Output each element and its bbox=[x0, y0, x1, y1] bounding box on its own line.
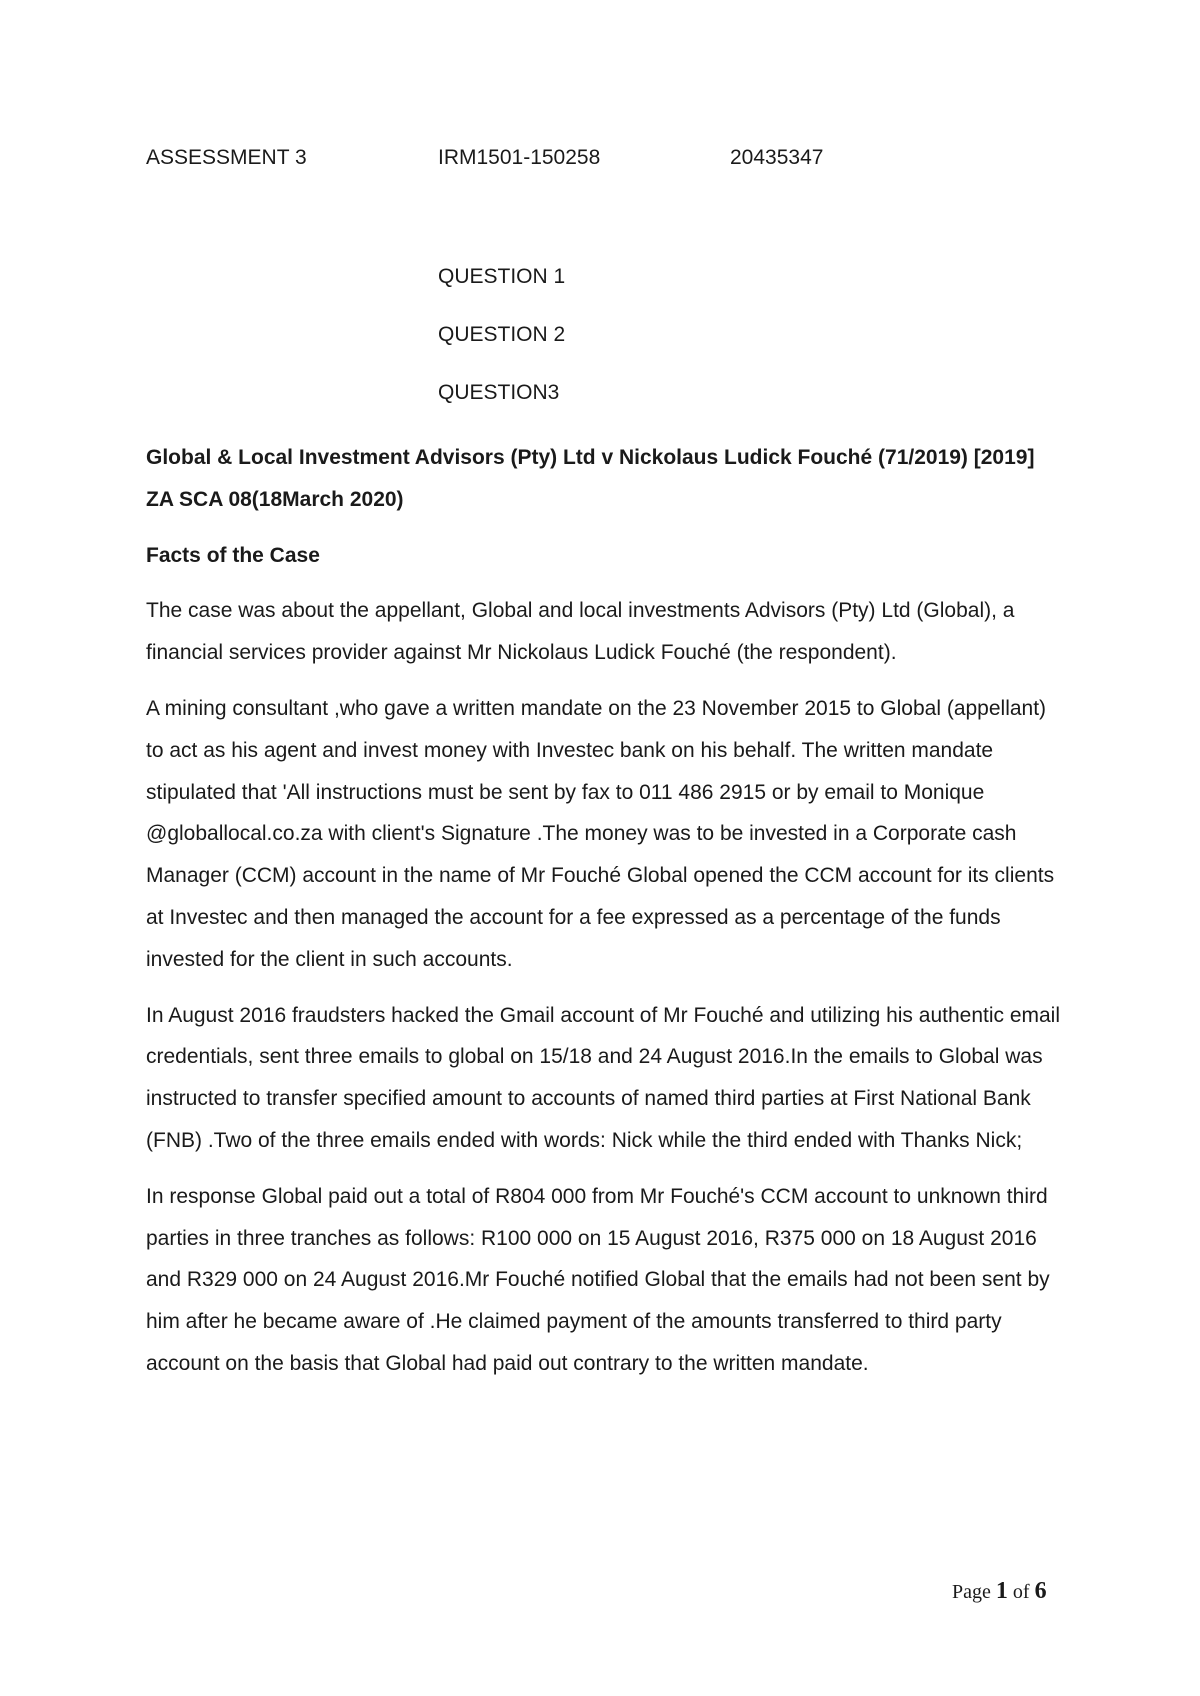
paragraph: The case was about the appellant, Global and local investments Advisors (Pty) Ltd (Global), a financial services provider against Mr Nickolaus Ludick Fouché (the respondent). bbox=[146, 599, 1015, 665]
question-item: QUESTION3 bbox=[438, 381, 560, 404]
assessment-label: ASSESSMENT 3 bbox=[146, 146, 307, 169]
section-heading: Facts of the Case bbox=[146, 543, 320, 567]
current-page-number: 1 bbox=[995, 1578, 1008, 1604]
case-title: Global & Local Investment Advisors (Pty) Ltd v Nickolaus Ludick Fouché (71/2019) [2019] ZA SCA 08(18March 2020) bbox=[146, 446, 1035, 511]
page-number-footer bbox=[952, 1578, 1047, 1605]
document-body bbox=[146, 437, 1066, 1385]
module-code: IRM1501-150258 bbox=[438, 146, 601, 169]
page-word: Page bbox=[952, 1581, 991, 1603]
paragraph: A mining consultant ,who gave a written mandate on the 23 November 2015 to Global (appellant) to act as his agent and invest money with Investec bank on his behalf. The written mandate stipulated that 'All instructions must be sent by fax to 011 486 2915 or by email to Monique @globallocal.co.za with client's Signature .The money was to be invested in a Corporate cash Manager (CCM) account in the name of Mr Fouché Global opened the CCM account for its clients at Investec and then managed the account for a fee expressed as a percentage of the funds invested for the client in such accounts. bbox=[146, 696, 1055, 971]
paragraph: In August 2016 fraudsters hacked the Gmail account of Mr Fouché and utilizing his authentic email credentials, sent three emails to global on 15/18 and 24 August 2016.In the emails to Global was instructed to transfer specified amount to accounts of named third parties at First National Bank (FNB) .Two of the three emails ended with words: Nick while the third ended with Thanks Nick; bbox=[146, 1003, 1061, 1152]
question-list bbox=[438, 262, 565, 436]
question-item: QUESTION 2 bbox=[438, 323, 566, 346]
of-word: of bbox=[1012, 1581, 1030, 1603]
total-pages-number: 6 bbox=[1034, 1578, 1047, 1604]
paragraph: In response Global paid out a total of R804 000 from Mr Fouché's CCM account to unknown third parties in three tranches as follows: R100 000 on 15 August 2016, R375 000 on 18 August 2016 and R329 000 on 24 August 2016.Mr Fouché notified Global that the emails had not been sent by him after he became aware of .He claimed payment of the amounts transferred to third party account on the basis that Global had paid out contrary to the written mandate. bbox=[146, 1184, 1050, 1375]
student-number: 20435347 bbox=[730, 146, 824, 169]
question-item: QUESTION 1 bbox=[438, 265, 566, 288]
